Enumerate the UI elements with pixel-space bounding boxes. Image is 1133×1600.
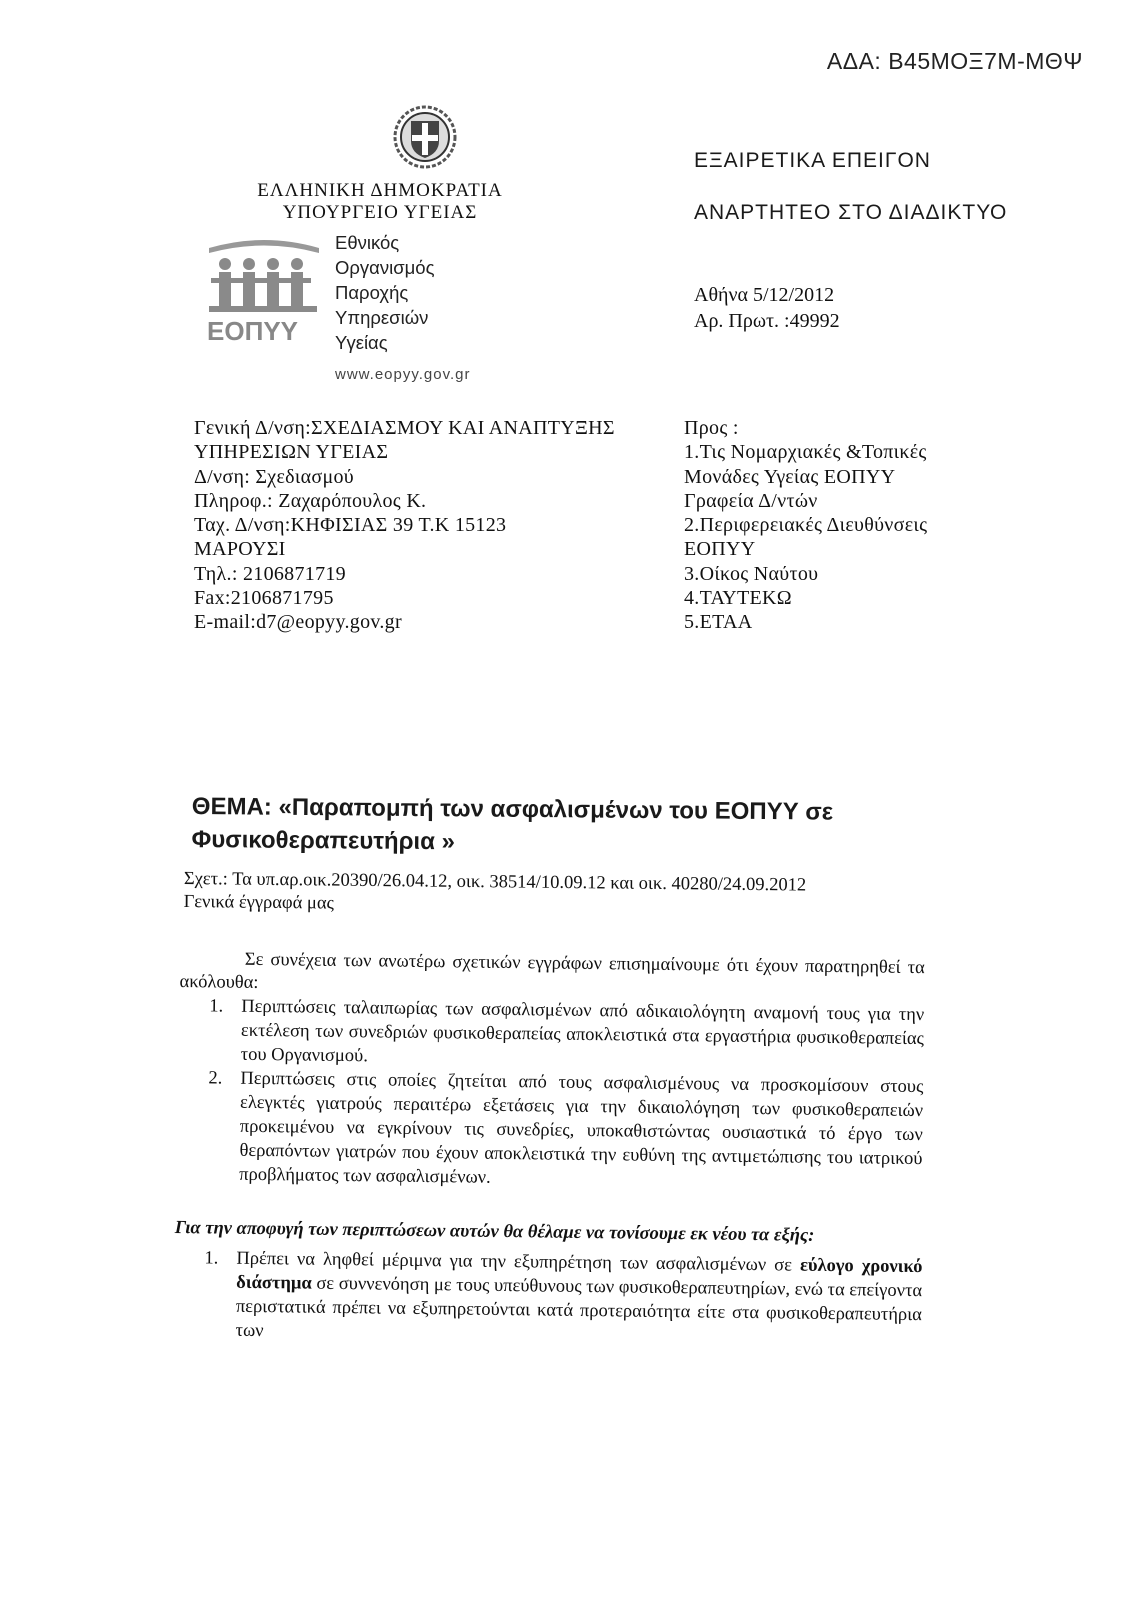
org-name-line: Οργανισμός: [335, 257, 435, 278]
document-ada-code: ΑΔΑ: Β45ΜΟΞ7Μ-ΜΘΨ: [826, 48, 1083, 74]
instructions-list: [173, 1246, 922, 1351]
reference-block: [184, 868, 934, 922]
org-name-line: Υπηρεσιών: [335, 307, 429, 328]
sender-fax: Fax:2106871795: [194, 587, 334, 610]
instruction-text-after: σε συννενόηση με τους υπεύθυνους των φυσικοθεραπευτηρίων, ενώ τα επείγοντα περιστατικά πρέπει να εξυπηρετούνται κατά προτεραιότητα είτε στα φυσικοθεραπευτήρια των: [235, 1273, 923, 1342]
recipient-line: 3.Οίκος Ναύτου: [684, 562, 819, 585]
organization-name: [335, 230, 435, 355]
urgency-label: ΕΞΑΙΡΕΤΙΚΑ ΕΠΕΙΓΟΝ: [694, 149, 931, 172]
recipients-block: [684, 416, 927, 635]
sender-block: [194, 416, 615, 635]
org-name-line: Παροχής: [335, 282, 409, 303]
recipient-line: ΕΟΠΥΥ: [684, 538, 756, 561]
greek-coat-of-arms-icon: [392, 104, 458, 170]
gov-line-ministry: ΥΠΟΥΡΓΕΙΟ ΥΓΕΙΑΣ: [282, 202, 478, 223]
urgency-block: [694, 135, 1007, 239]
recipient-line: Γραφεία Δ/ντών: [684, 489, 818, 512]
protocol-number: Αρ. Πρωτ. :49992: [694, 310, 840, 332]
list-item-text: Περιπτώσεις στις οποίες ζητείται από τους ασφαλισμένους να προσκομίσουν στους ελεγκτές γιατρούς περαιτέρω εξετάσεις για την δικαιολόγηση των φυσικοθεραπειών προκειμένου να εγκρίνουν τις συνεδρίες, υποκαθιστώντας ουσιαστικά τό έργο των θεραπόντων γιατρών που έχουν αποκλειστικά την ευθύνη της αντιμετώπισης του ιατρικού προβλήματος των ασφαλισμένων.: [239, 1068, 924, 1188]
recipient-line: 1.Τις Νομαρχιακές &Τοπικές: [684, 441, 927, 464]
list-number: 1.: [204, 1248, 219, 1269]
sender-line: Δ/νση: Σχεδιασμού: [194, 465, 354, 488]
recipient-line: 4.ΤΑΥΤΕΚΩ: [684, 587, 792, 610]
org-name-line: Υγείας: [335, 332, 388, 353]
sender-line: ΥΠΗΡΕΣΙΩΝ ΥΓΕΙΑΣ: [194, 441, 389, 464]
sender-line: ΜΑΡΟΥΣΙ: [194, 538, 286, 561]
list-item: [177, 1066, 923, 1195]
list-item: [173, 1246, 922, 1351]
logo-text: ΕΟΠΥΥ: [207, 316, 299, 346]
observations-list: [177, 994, 924, 1195]
recipient-line: Προς :: [684, 417, 739, 439]
sender-line: Γενική Δ/νση:ΣΧΕΔΙΑΣΜΟΥ ΚΑΙ ΑΝΑΠΤΥΞΗΣ: [194, 417, 615, 439]
instructions-section: [173, 1216, 922, 1351]
recipient-line: 2.Περιφερειακές Διευθύνσεις: [684, 514, 928, 537]
org-name-line: Εθνικός: [335, 232, 400, 253]
date-protocol-block: [694, 282, 840, 334]
instruction-emphasis: εύλογο χρονικό διάστημα: [236, 1255, 923, 1294]
website-link[interactable]: www.eopyy.gov.gr: [335, 366, 471, 383]
recipient-line: 5.ΕΤΑΑ: [684, 611, 753, 634]
reference-line: Γενικά έγγραφά μας: [183, 891, 335, 914]
reference-line: Σχετ.: Τα υπ.αρ.οικ.20390/26.04.12, οικ. 38514/10.09.12 και οικ. 40280/24.09.2012: [183, 868, 807, 896]
sender-line: Πληροφ.: Ζαχαρόπουλος Κ.: [194, 489, 427, 512]
government-heading: [180, 180, 580, 224]
observations-section: [177, 948, 925, 1195]
subject-heading: ΘΕΜΑ: «Παραπομπή των ασφαλισμένων του ΕΟΠΥΥ σε Φυσικοθεραπευτήρια »: [191, 792, 834, 856]
sender-email[interactable]: E-mail:d7@eopyy.gov.gr: [194, 611, 402, 634]
recipient-line: Μονάδες Υγείας ΕΟΠΥΥ: [684, 465, 896, 488]
gov-line-republic: ΕΛΛΗΝΙΚΗ ΔΗΜΟΚΡΑΤΙΑ: [257, 180, 503, 201]
sender-phone: Τηλ.: 2106871719: [194, 562, 346, 585]
instruction-text-before: Πρέπει να ληφθεί μέριμνα για την εξυπηρέτηση των ασφαλισμένων σε: [236, 1248, 801, 1276]
post-online-label: ΑΝΑΡΤΗΤΕΟ ΣΤΟ ΔΙΑΔΙΚΤΥΟ: [694, 201, 1008, 224]
list-item: [179, 994, 925, 1075]
list-number: 1.: [209, 996, 224, 1017]
eopyy-logo-icon: [205, 236, 323, 346]
list-item-text: Περιπτώσεις ταλαιπωρίας των ασφαλισμένων από αδικαιολόγητη αναμονή τους για την εκτέλεση των συνεδριών φυσικοθεραπείας αποκλειστικά στα εργαστήρια φυσικοθεραπείας του Οργανισμού.: [240, 996, 925, 1067]
sender-line: Ταχ. Δ/νση:ΚΗΦΙΣΙΑΣ 39 Τ.Κ 15123: [194, 514, 507, 537]
place-date: Αθήνα 5/12/2012: [694, 284, 835, 306]
intro-paragraph: Σε συνέχεια των ανωτέρω σχετικών εγγράφων επισημαίνουμε ότι έχουν παρατηρηθεί τα ακόλουθα:: [179, 949, 925, 993]
instructions-lead: Για την αποφυγή των περιπτώσεων αυτών θα θέλαμε να τονίσουμε εκ νέου τα εξής:: [174, 1217, 815, 1246]
list-number: 2.: [208, 1068, 223, 1089]
